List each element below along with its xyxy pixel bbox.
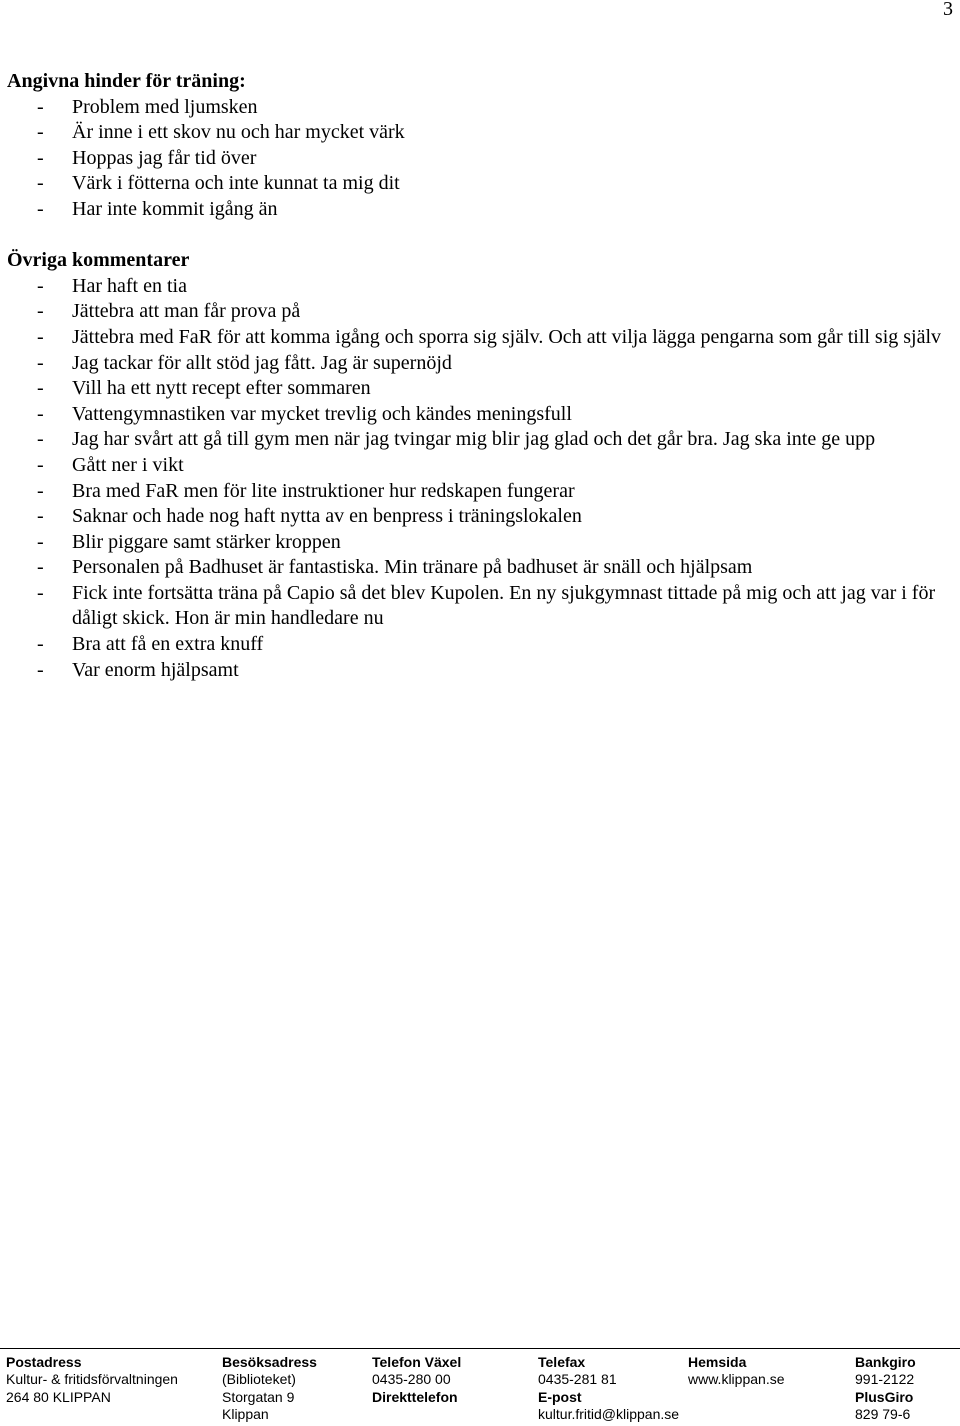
list-item: - Problem med ljumsken (37, 95, 258, 118)
section-kommentarer (7, 248, 952, 683)
kommentarer-list (7, 274, 952, 684)
list-item: - Jättebra att man får prova på (37, 300, 301, 323)
telefax-value: 0435-281 81 (538, 1371, 617, 1388)
list-item: - Var enorm hjälpsamt (37, 658, 239, 681)
footer-bankgiro (855, 1354, 916, 1423)
footer-besoksadress (222, 1354, 317, 1423)
list-item: - Är inne i ett skov nu och har mycket värk (37, 121, 405, 144)
section-heading-hinder: Angivna hinder för träning: (7, 70, 246, 92)
hinder-list (7, 95, 952, 223)
list-item: - Har inte kommit igång än (37, 197, 278, 220)
hemsida-label: Hemsida (688, 1354, 747, 1370)
list-item: - Jättebra med FaR för att komma igång och sporra sig själv. Och att vilja lägga pengarna som går till sig själv (37, 325, 942, 348)
besoksadress-label: Besöksadress (222, 1354, 317, 1370)
besoksadress-line3: Klippan (222, 1405, 269, 1422)
footer-postadress (6, 1354, 178, 1406)
list-item: - Saknar och hade nog haft nytta av en benpress i träningslokalen (37, 505, 582, 528)
list-item: - Har haft en tia (37, 274, 187, 297)
hemsida-value: www.klippan.se (688, 1371, 785, 1388)
list-item: - Blir piggare samt stärker kroppen (37, 530, 341, 553)
letterhead-footer (0, 1348, 960, 1422)
telefax-label: Telefax (538, 1354, 586, 1370)
postadress-label: Postadress (6, 1354, 82, 1370)
list-item: - Värk i fötterna och inte kunnat ta mig dit (37, 172, 400, 195)
footer-hemsida (688, 1354, 785, 1389)
list-item: - Personalen på Badhuset är fantastiska. Min tränare på badhuset är snäll och hjälpsam (37, 556, 753, 579)
list-item: - Bra med FaR men för lite instruktioner hur redskapen fungerar (37, 479, 575, 502)
list-item: - Hoppas jag får tid över (37, 146, 257, 169)
telefon-vaxel-value: 0435-280 00 (372, 1371, 451, 1388)
postadress-line1: Kultur- & fritidsförvaltningen (6, 1371, 178, 1388)
list-item: - Vill ha ett nytt recept efter sommaren (37, 377, 371, 400)
section-hinder (7, 69, 952, 223)
epost-label: E-post (538, 1388, 582, 1405)
footer-telefon (372, 1354, 461, 1406)
document-body (7, 69, 952, 683)
list-item: - Vattengymnastiken var mycket trevlig och kändes meningsfull (37, 402, 572, 425)
page-number: 3 (943, 0, 953, 20)
plusgiro-value: 829 79-6 (855, 1405, 911, 1422)
list-item: - Fick inte fortsätta träna på Capio så det blev Kupolen. En ny sjukgymnast tittade på mig och att jag var i för dåligt skick. Hon är min handledare nu (37, 581, 936, 630)
telefon-vaxel-label: Telefon Växel (372, 1354, 462, 1370)
list-item: - Bra att få en extra knuff (37, 633, 264, 656)
plusgiro-label: PlusGiro (855, 1388, 914, 1405)
besoksadress-line2: Storgatan 9 (222, 1388, 295, 1405)
epost-value: kultur.fritid@klippan.se (538, 1405, 680, 1422)
bankgiro-label: Bankgiro (855, 1354, 916, 1370)
list-item: - Gått ner i vikt (37, 453, 184, 476)
list-item: - Jag har svårt att gå till gym men när jag tvingar mig blir jag glad och det går bra. Jag ska inte ge upp (37, 428, 876, 451)
bankgiro-value: 991-2122 (855, 1371, 915, 1388)
section-heading-kommentarer: Övriga kommentarer (7, 249, 190, 272)
list-item: - Jag tackar för allt stöd jag fått. Jag är supernöjd (37, 351, 452, 374)
footer-telefax (538, 1354, 679, 1423)
section-spacer (7, 223, 952, 249)
besoksadress-line1: (Biblioteket) (222, 1371, 296, 1388)
direkttelefon-label: Direkttelefon (372, 1388, 458, 1405)
postadress-line2: 264 80 KLIPPAN (6, 1388, 111, 1405)
